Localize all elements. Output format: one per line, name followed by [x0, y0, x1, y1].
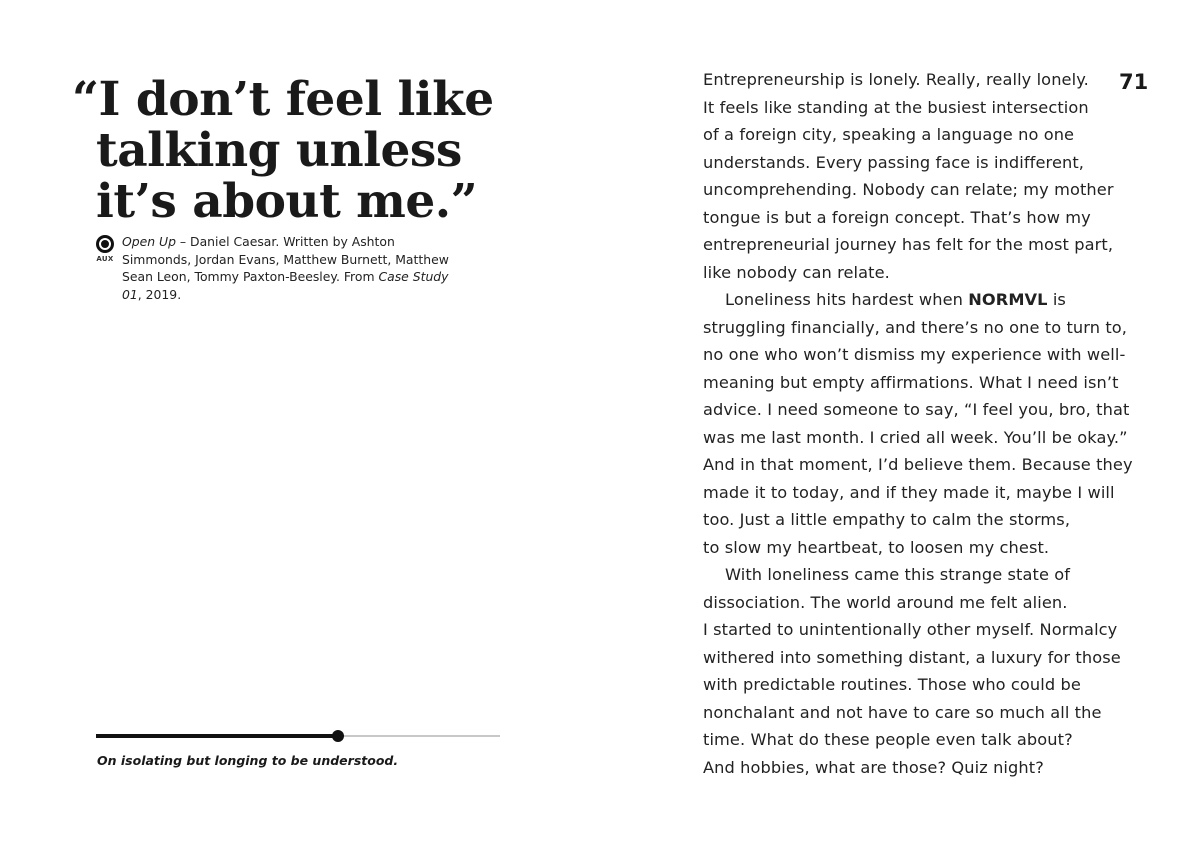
pull-quote [72, 74, 542, 227]
body-line: tongue is but a foreign concept. That’s how my [703, 207, 1091, 227]
body-line: like nobody can relate. [703, 262, 890, 282]
progress-bar [96, 735, 500, 737]
body-text-fragment: is [1047, 290, 1066, 309]
body-line: with predictable routines. Those who could be [703, 675, 1081, 694]
body-text-fragment: Loneliness hits hardest when [725, 290, 969, 309]
body-line: meaning but empty affirmations. What I need isn’t [703, 372, 1119, 392]
progress-knob[interactable] [332, 730, 344, 742]
quote-line: it’s about me.” [96, 174, 478, 229]
section-caption: On isolating but longing to be understood. [97, 753, 399, 768]
body-line: understands. Every passing face is indifferent, [703, 152, 1085, 172]
body-line: struggling financially, and there’s no one to turn to, [703, 317, 1128, 337]
credit-year: , 2019. [137, 286, 182, 302]
body-line: And in that moment, I’d believe them. Because they [703, 455, 1133, 474]
body-line: of a foreign city, speaking a language no one [703, 125, 1075, 144]
song-title: Open Up [122, 234, 176, 249]
progress-fill [96, 734, 338, 738]
body-line: no one who won’t dismiss my experience with well- [703, 345, 1126, 364]
body-line [703, 286, 1103, 314]
quote-line: “I don’t feel like [72, 72, 494, 127]
brand-name: NORMVL [968, 290, 1048, 309]
credit-text: – Daniel Caesar. Written by Ashton Simmonds, Jordan Evans, Matthew Burnett, Matthew Sean Leon, Tommy Paxton-Beesley. From [122, 234, 449, 284]
body-line: time. What do these people even talk about? [703, 730, 1073, 749]
body-line: It feels like standing at the busiest intersection [703, 97, 1089, 117]
body-line: too. Just a little empathy to calm the storms, [703, 510, 1071, 529]
body-line: Entrepreneurship is lonely. Really, really lonely. [703, 70, 1089, 89]
body-line: entrepreneurial journey has felt for the most part, [703, 235, 1114, 254]
quote-line: talking unless [96, 123, 462, 178]
body-text [703, 66, 1133, 781]
body-line: withered into something distant, a luxury for those [703, 647, 1121, 667]
album-title: Case Study 01 [122, 269, 449, 302]
vinyl-record-icon [96, 235, 114, 253]
body-line: made it to today, and if they made it, maybe I will [703, 482, 1115, 502]
body-line: nonchalant and not have to care so much all the [703, 702, 1102, 722]
body-line: With loneliness came this strange state of [725, 565, 1071, 584]
page-number: 71 [1119, 70, 1149, 94]
body-line: to slow my heartbeat, to loosen my chest. [703, 537, 1050, 557]
body-line: I started to unintentionally other myself. Normalcy [703, 620, 1118, 639]
body-line: uncomprehending. Nobody can relate; my mother [703, 180, 1114, 199]
song-credit [122, 233, 467, 303]
body-line: And hobbies, what are those? Quiz night? [703, 757, 1044, 777]
aux-label: AUX [96, 255, 114, 263]
body-line: was me last month. I cried all week. You’ll be okay.” [703, 427, 1128, 447]
body-line: dissociation. The world around me felt alien. [703, 592, 1068, 612]
body-line: advice. I need someone to say, “I feel you, bro, that [703, 400, 1130, 419]
